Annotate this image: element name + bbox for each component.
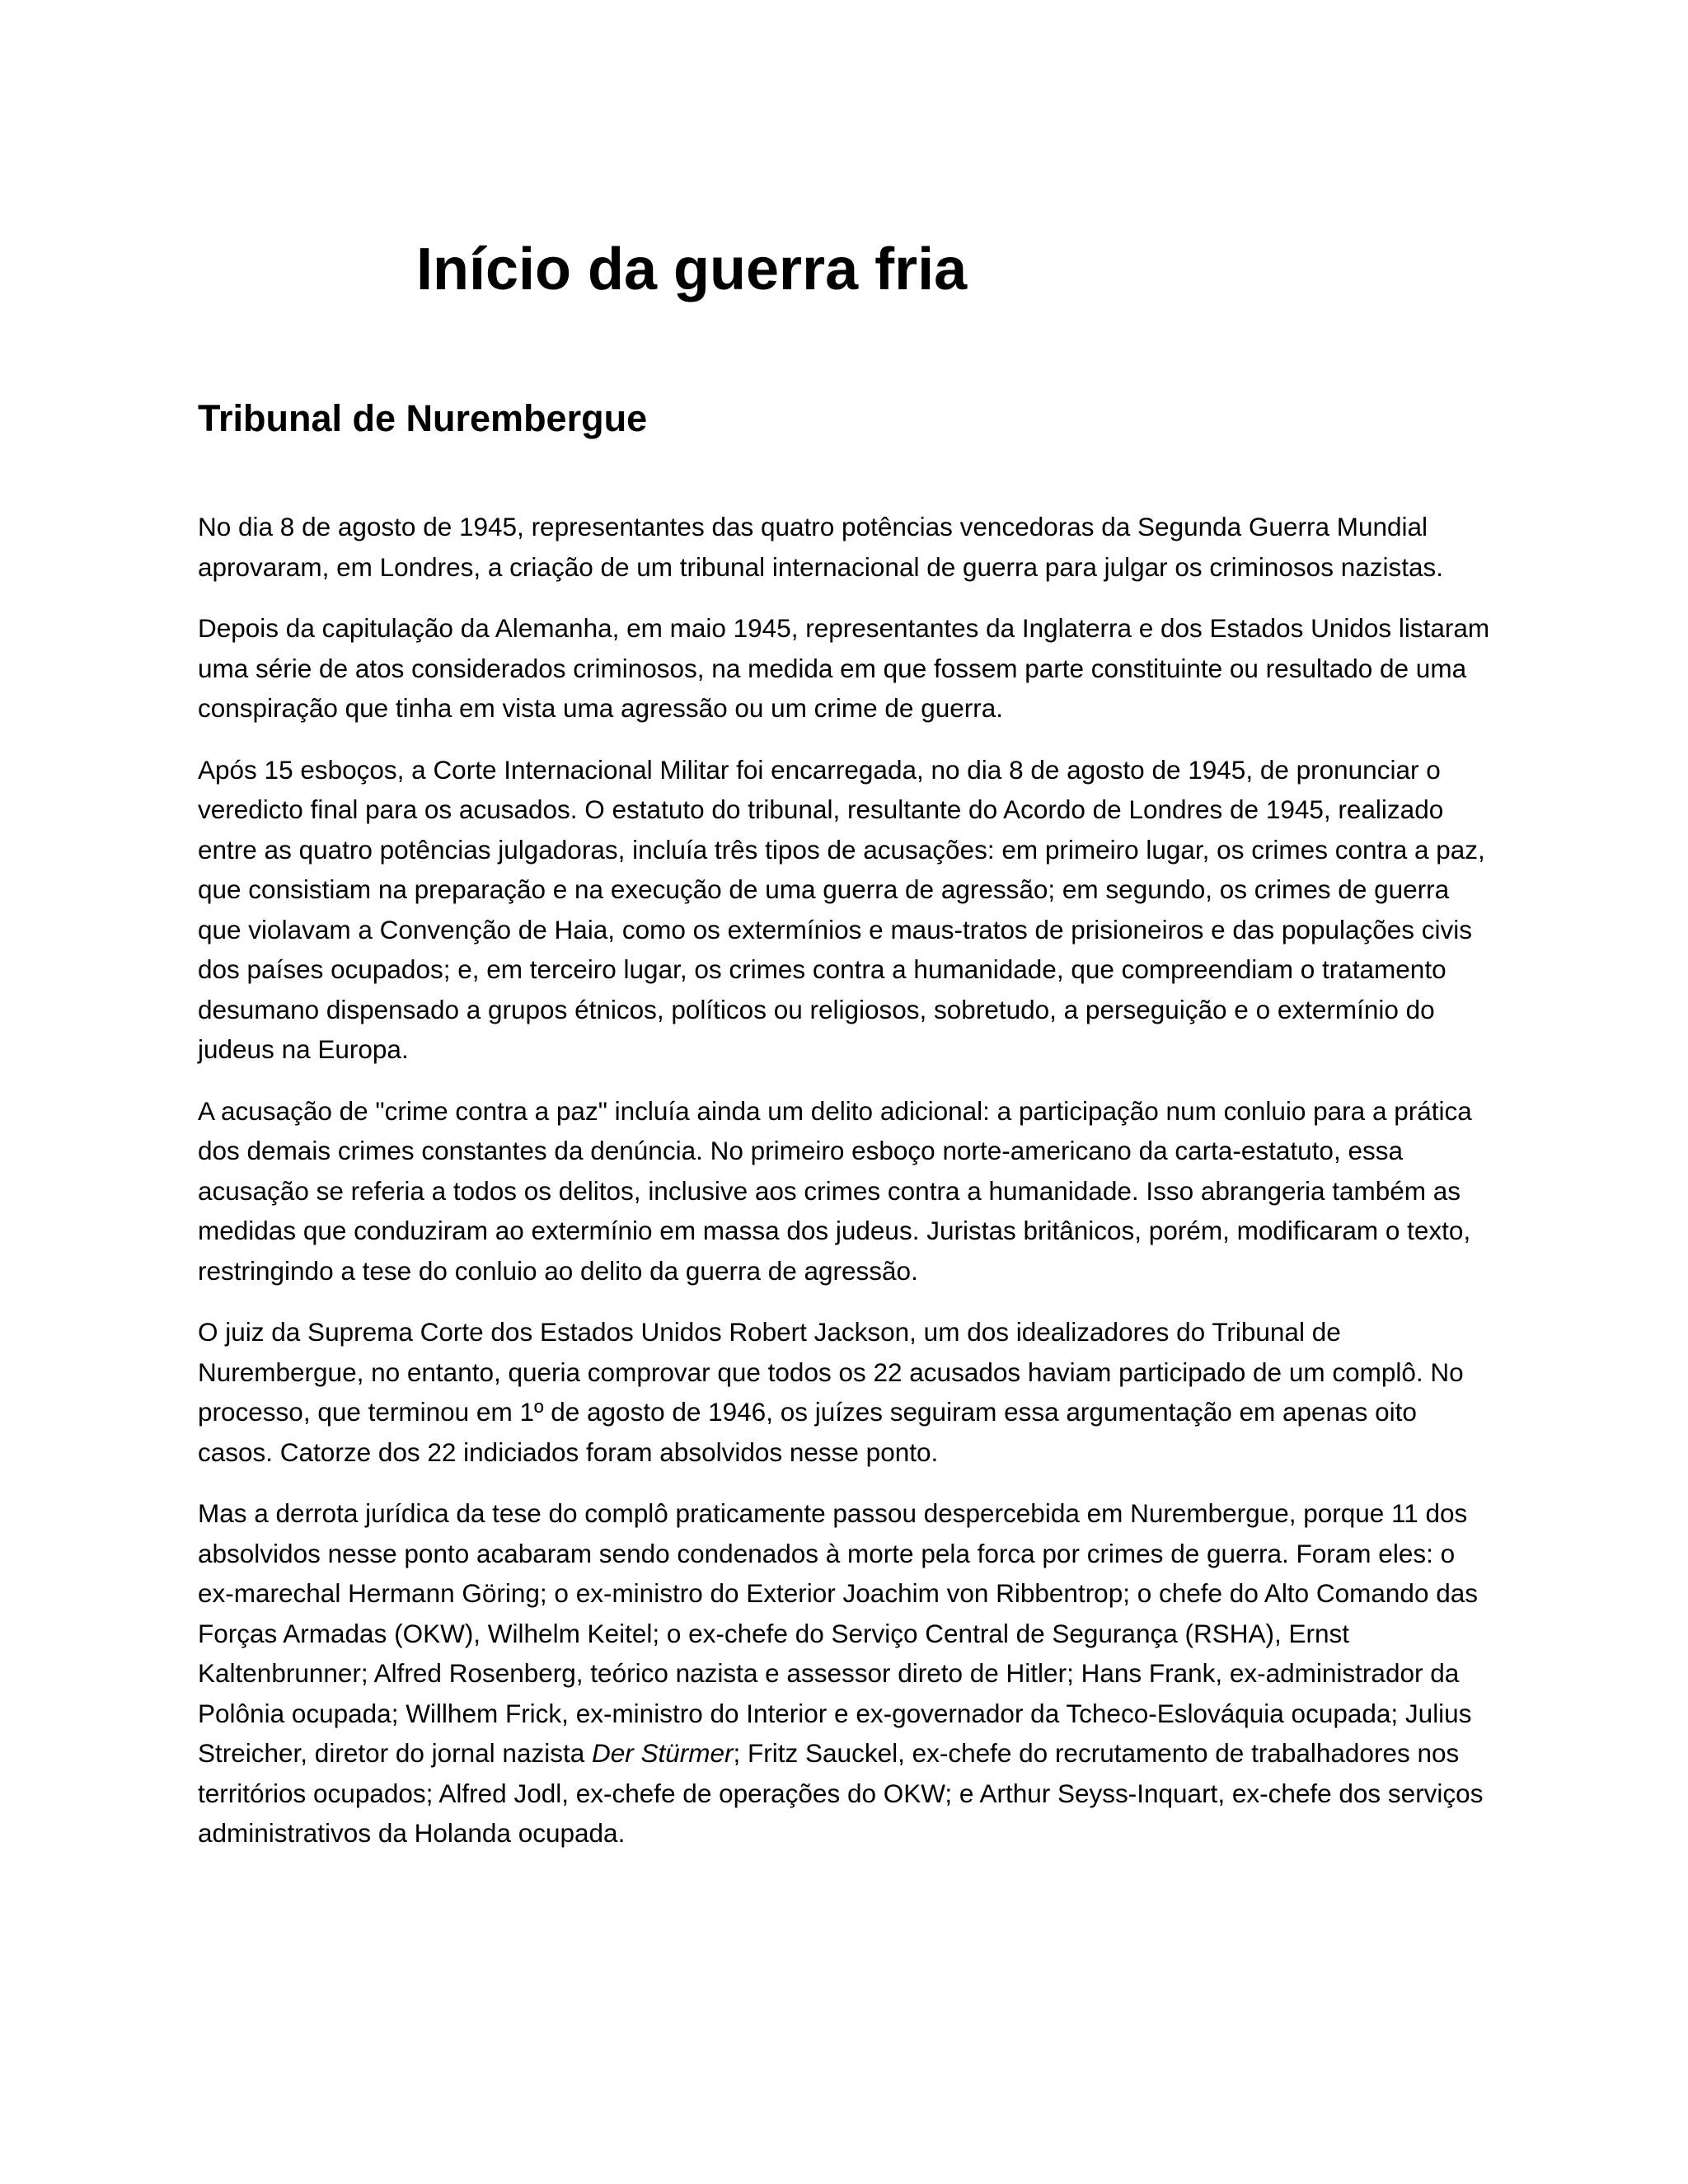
paragraph-2: Depois da capitulação da Alemanha, em maio 1945, representantes da Inglaterra e dos Estados Unidos listaram uma série de atos considerados criminosos, na medida em que fossem parte constituinte ou resultado de uma conspiração que tinha em vista uma agressão ou um crime de guerra. bbox=[198, 613, 1490, 723]
paragraph-3: Após 15 esboços, a Corte Internacional Militar foi encarregada, no dia 8 de agosto de 1945, de pronunciar o veredicto final para os acusados. O estatuto do tribunal, resultante do Acordo de Londres de 1945, realizado entre as quatro potências julgadoras, incluía três tipos de acusações: em primeiro lugar, os crimes contra a paz, que consistiam na preparação e na execução de uma guerra de agressão; em segundo, os crimes de guerra que violavam a Convenção de Haia, como os extermínios e maus-tratos de prisioneiros e das populações civis dos países ocupados; e, em terceiro lugar, os crimes contra a humanidade, que compreendiam o tratamento desumano dispensado a grupos étnicos, políticos ou religiosos, sobretudo, a perseguição e o extermínio do judeus na Europa. bbox=[198, 754, 1485, 1064]
document-title: Início da guerra fria bbox=[416, 237, 968, 302]
paragraph-6 bbox=[198, 1493, 1493, 1854]
paragraph-4: A acusação de "crime contra a paz" incluía ainda um delito adicional: a participação num conluio para a prática dos demais crimes constantes da denúncia. No primeiro esboço norte-americano da carta-estatuto, essa acusação se referia a todos os delitos, inclusive aos crimes contra a humanidade. Isso abrangeria também as medidas que conduziram ao extermínio em massa dos judeus. Juristas britânicos, porém, modificaram o texto, restringindo a tese do conluio ao delito da guerra de agressão. bbox=[198, 1095, 1472, 1286]
paragraph-6-text-before-italic: Mas a derrota jurídica da tese do complô praticamente passou despercebida em Nurembergue, porque 11 dos absolvidos nesse ponto acabaram sendo condenados à morte pela forca por crimes de guerra. Foram eles: o ex-marechal Hermann Göring; o ex-ministro do Exterior Joachim von Ribbentrop; o chefe do Alto Comando das Forças Armadas (OKW), Wilhelm Keitel; o ex-chefe do Serviço Central de Segurança (RSHA), Ernst Kaltenbrunner; Alfred Rosenberg, teórico nazista e assessor direto de Hitler; Hans Frank, ex-administrador da Polônia ocupada; Willhem Frick, ex-ministro do Interior e ex-governador da Tcheco-Eslováquia ocupada; Julius Streicher, diretor do jornal nazista bbox=[198, 1498, 1479, 1768]
paragraph-6-text-after-italic: ; Fritz Sauckel, ex-chefe do recrutamento de trabalhadores nos territórios ocupados; Alfred Jodl, ex-chefe de operações do OKW; e Arthur Seyss-Inquart, ex-chefe dos serviços administrativos da Holanda ocupada. bbox=[198, 1738, 1484, 1848]
body-text bbox=[198, 507, 1493, 1875]
section-heading: Tribunal de Nurembergue bbox=[198, 397, 648, 439]
newspaper-name: Der Stürmer bbox=[592, 1738, 734, 1768]
paragraph-1: No dia 8 de agosto de 1945, representantes das quatro potências vencedoras da Segunda Guerra Mundial aprovaram, em Londres, a criação de um tribunal internacional de guerra para julgar os criminosos nazistas. bbox=[198, 512, 1444, 582]
paragraph-5: O juiz da Suprema Corte dos Estados Unidos Robert Jackson, um dos idealizadores do Tribunal de Nurembergue, no entanto, queria comprovar que todos os 22 acusados haviam participado de um complô. No processo, que terminou em 1º de agosto de 1946, os juízes seguiram essa argumentação em apenas oito casos. Catorze dos 22 indiciados foram absolvidos nesse ponto. bbox=[198, 1317, 1464, 1467]
